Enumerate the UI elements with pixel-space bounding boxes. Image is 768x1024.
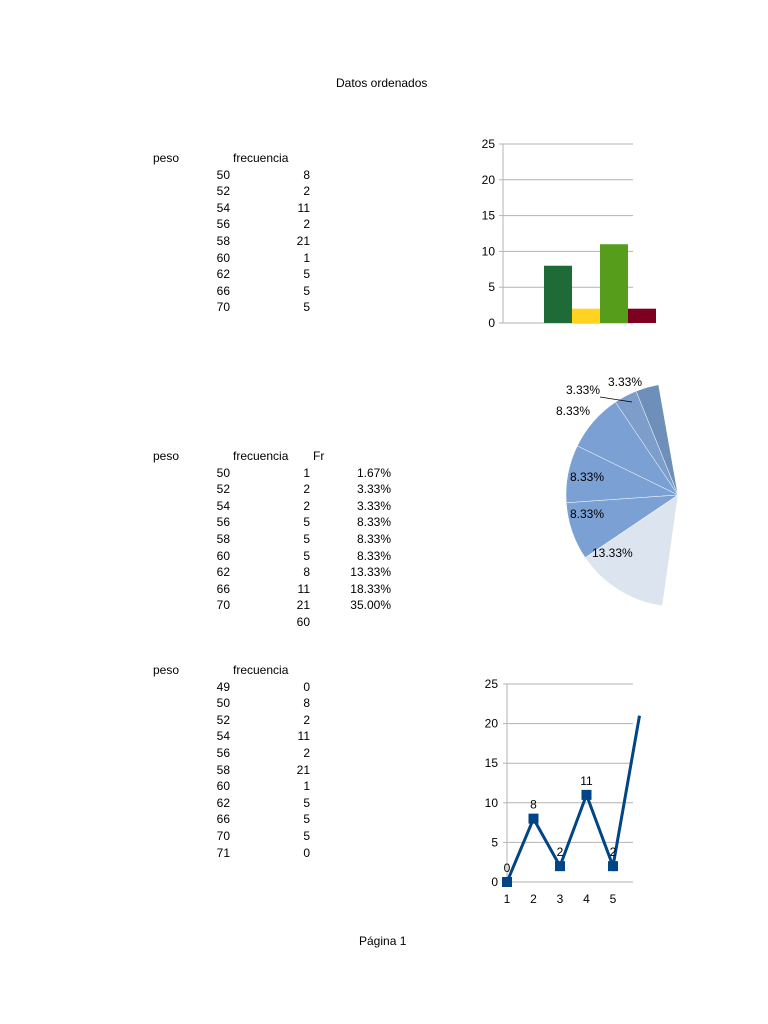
y-tick-label: 20 [481,172,495,187]
table-cell-frecuencia: 2 [303,482,310,497]
table-cell-frecuencia: 11 [297,581,310,596]
table-cell-frecuencia: 21 [296,762,310,777]
column-header-frecuencia: frecuencia [233,449,289,463]
pie-data-label: 8.33% [556,404,591,418]
table-cell-frecuencia: 8 [303,167,310,182]
series-line [507,716,640,882]
table-cell-peso: 58 [216,234,230,248]
bar-chart [470,134,633,334]
column-header-fr: Fr [313,449,325,463]
table-cell-fr: 3.33% [356,498,391,513]
table-cell-frecuencia: 8 [303,565,310,580]
y-tick-label: 15 [481,208,495,223]
table-cell-fr: 35.00% [350,598,391,613]
table-cell-frecuencia: 1 [303,250,310,265]
table-cell-fr: 8.33% [356,515,391,530]
table-cell-peso: 66 [216,283,230,298]
data-point [608,861,618,871]
y-tick-label: 5 [491,835,498,850]
x-tick-label: 2 [530,892,537,906]
table-cell-peso: 50 [216,696,230,711]
table-cell-frecuencia: 5 [303,515,310,530]
y-tick-label: 0 [488,316,495,330]
table-cell-peso: 49 [216,679,230,694]
table-cell-peso: 54 [216,729,230,744]
table-cell-peso: 56 [216,515,230,530]
table-cell-peso: 70 [216,598,230,613]
table-cell-peso: 56 [216,217,230,232]
y-tick-label: 25 [481,137,495,151]
table-cell-peso: 50 [216,465,230,480]
table-cell-peso: 58 [216,532,230,546]
table-cell-frecuencia: 5 [303,548,310,563]
data-label: 0 [503,861,511,875]
page-footer: Página 1 [359,934,407,948]
table-cell-frecuencia: 0 [303,679,310,694]
table-cell-peso: 70 [216,829,230,843]
data-label: 8 [530,797,537,812]
table-total: 60 [296,615,310,629]
data-point [555,861,565,871]
table-cell-frecuencia: 1 [303,465,310,480]
y-tick-label: 10 [484,795,498,810]
y-tick-label: 25 [484,677,498,691]
document-title: Datos ordenados [336,76,428,90]
data-label: 2 [556,845,564,860]
pie-data-label: 13.33% [592,546,633,560]
data-point [529,814,539,824]
bar [628,309,656,323]
table-cell-frecuencia: 5 [303,829,310,843]
bar [572,309,600,323]
table-cell-frecuencia: 1 [303,779,310,794]
table-cell-frecuencia: 5 [303,812,310,827]
table-cell-fr: 3.33% [356,482,391,497]
table-cell-peso: 52 [216,482,230,497]
table-cell-fr: 18.33% [350,581,391,596]
table-cell-peso: 56 [216,746,230,760]
table-cell-fr: 8.33% [356,548,391,563]
table-cell-frecuencia: 5 [303,267,310,282]
table-cell-peso: 54 [216,498,230,513]
table-cell-frecuencia: 2 [303,712,310,727]
x-tick-label: 4 [583,892,590,906]
bar [600,244,628,323]
table-cell-frecuencia: 8 [303,696,310,711]
table-cell-frecuencia: 0 [303,845,310,860]
table-cell-frecuencia: 21 [296,234,310,248]
table-cell-fr: 8.33% [356,532,391,546]
table-cell-frecuencia: 11 [297,729,310,744]
table-cell-peso: 60 [216,779,230,794]
table-cell-frecuencia: 2 [303,217,310,232]
table-cell-fr: 13.33% [350,565,391,580]
table-cell-peso: 52 [216,184,230,199]
table-cell-peso: 62 [216,565,230,580]
table-cell-peso: 58 [216,762,230,777]
table-cell-peso: 60 [216,548,230,563]
table-cell-frecuencia: 5 [303,283,310,298]
table-cell-frecuencia: 11 [297,200,310,215]
pie-data-label: 3.33% [608,375,643,389]
y-tick-label: 15 [484,756,498,771]
table-cell-frecuencia: 5 [303,795,310,810]
table-cell-peso: 50 [216,167,230,182]
bar [544,266,572,323]
x-tick-label: 3 [556,892,564,906]
column-header-peso: peso [153,449,180,463]
y-tick-label: 20 [484,716,498,731]
pie-data-label: 3.33% [566,383,601,397]
pie-data-label: 8.33% [570,507,605,521]
table-cell-peso: 62 [216,795,230,810]
table-cell-peso: 71 [216,845,230,860]
table-cell-peso: 54 [216,200,230,215]
data-point [582,790,592,800]
x-tick-label: 1 [503,892,511,906]
table-cell-frecuencia: 5 [303,300,310,315]
table-cell-frecuencia: 21 [296,598,310,613]
pie-chart [540,370,643,610]
table-cell-peso: 66 [216,812,230,827]
table-cell-peso: 60 [216,250,230,265]
x-tick-label: 5 [609,892,617,906]
table-cell-peso: 66 [216,581,230,596]
column-header-frecuencia: frecuencia [233,663,289,677]
table-cell-frecuencia: 2 [303,184,310,199]
table-cell-peso: 52 [216,712,230,727]
table-cell-peso: 62 [216,267,230,282]
y-tick-label: 5 [488,280,495,295]
table-cell-fr: 1.67% [356,465,391,480]
column-header-peso: peso [153,663,180,677]
pie-data-label: 8.33% [570,470,605,484]
line-chart [470,674,633,910]
y-tick-label: 0 [491,875,498,889]
table-cell-frecuencia: 2 [303,746,310,760]
table-cell-frecuencia: 5 [303,532,310,546]
column-header-frecuencia: frecuencia [233,151,289,165]
column-header-peso: peso [153,151,180,165]
y-tick-label: 10 [481,244,495,259]
table-cell-peso: 70 [216,300,230,315]
data-point [502,877,512,887]
data-label: 11 [580,773,593,788]
table-cell-frecuencia: 2 [303,498,310,513]
data-label: 2 [609,845,617,860]
